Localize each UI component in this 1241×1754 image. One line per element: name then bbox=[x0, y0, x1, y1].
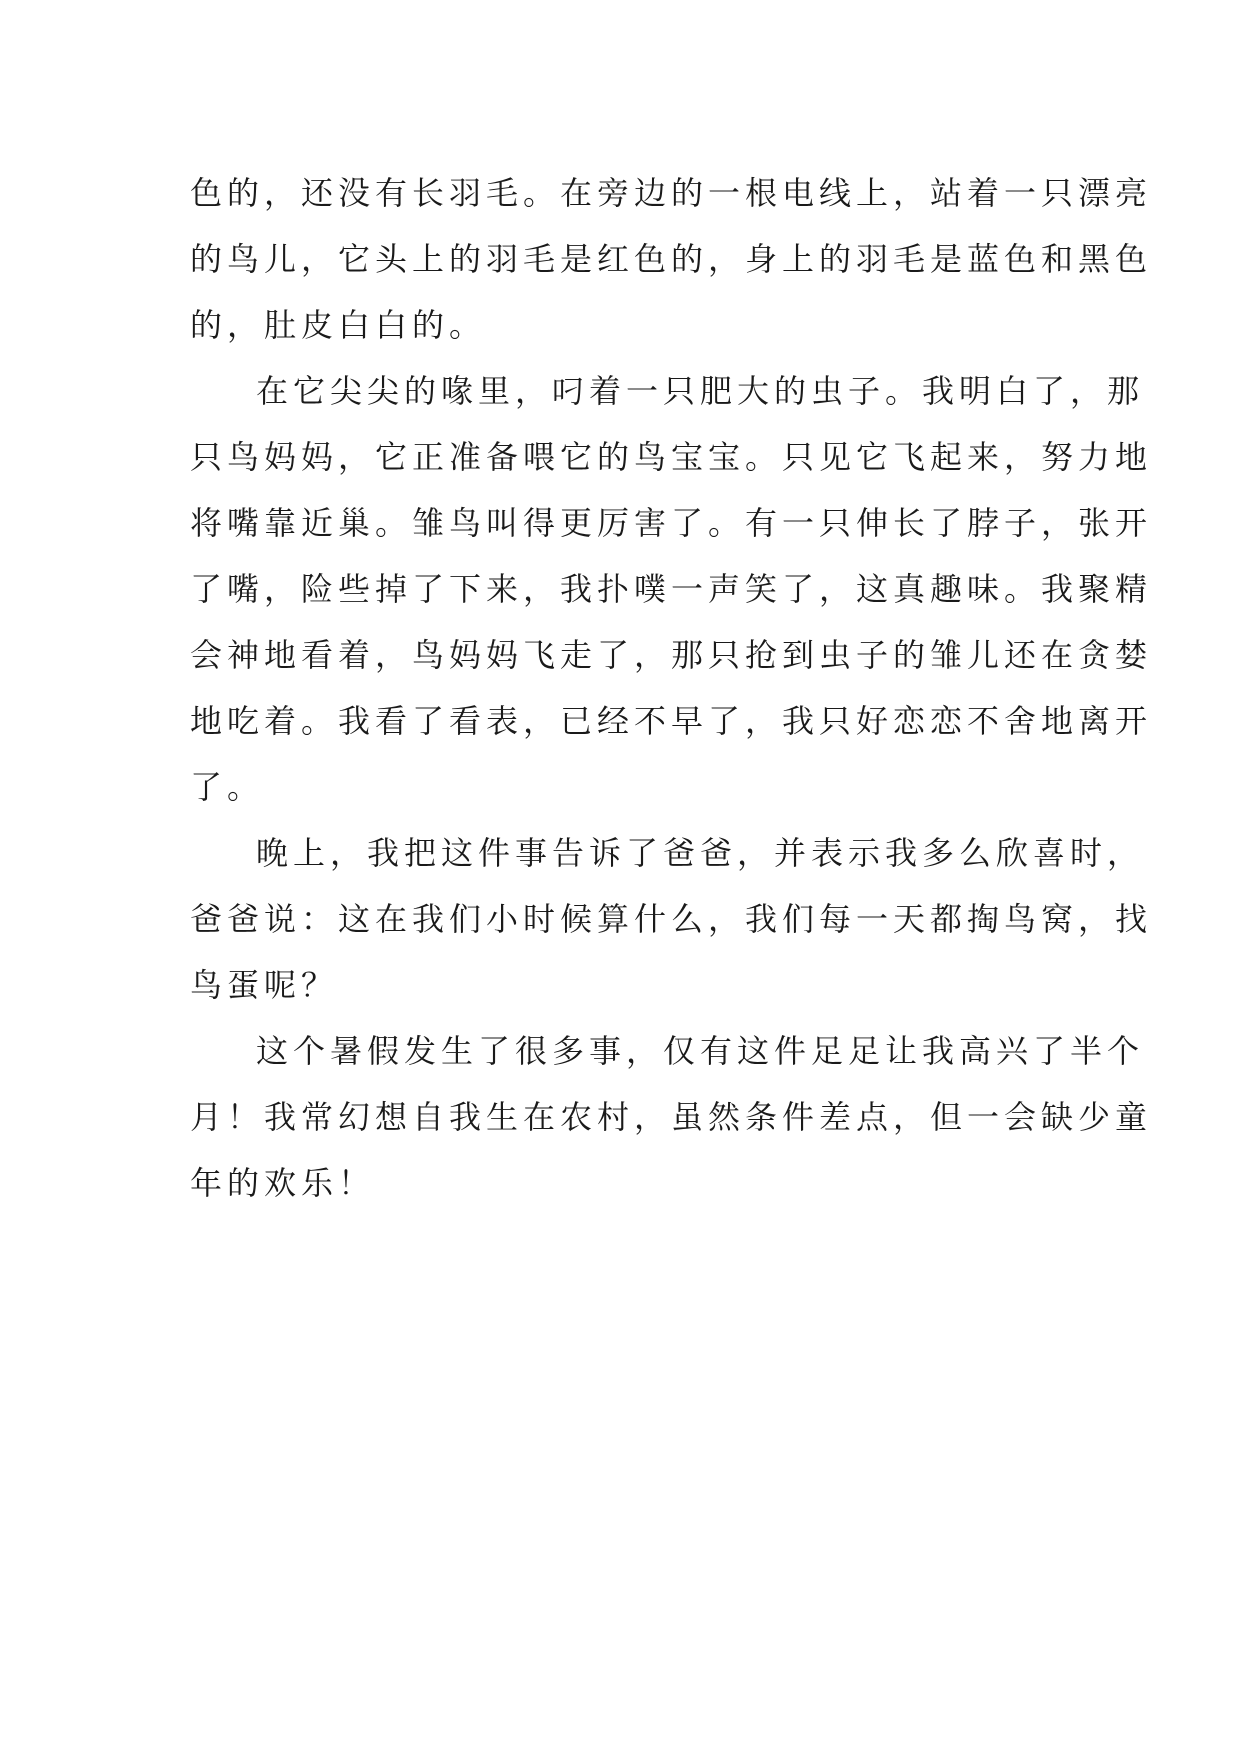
text-line: 只鸟妈妈，它正准备喂它的鸟宝宝。只见它飞起来，努力地 bbox=[190, 438, 1153, 476]
text-line: 会神地看着，鸟妈妈飞走了，那只抢到虫子的雏儿还在贪婪 bbox=[190, 636, 1153, 674]
document-body bbox=[190, 160, 1153, 1216]
text-line: 将嘴靠近巢。雏鸟叫得更厉害了。有一只伸长了脖子，张开 bbox=[190, 504, 1153, 542]
text-line: 的，肚皮白白的。 bbox=[190, 306, 487, 344]
text-line: 月！我常幻想自我生在农村，虽然条件差点，但一会缺少童 bbox=[190, 1098, 1153, 1136]
text-line: 在它尖尖的喙里，叼着一只肥大的虫子。我明白了，那 bbox=[256, 372, 1145, 410]
text-line: 了嘴，险些掉了下来，我扑噗一声笑了，这真趣味。我聚精 bbox=[190, 570, 1153, 608]
text-line: 晚上，我把这件事告诉了爸爸，并表示我多么欣喜时， bbox=[256, 834, 1145, 872]
text-line: 鸟蛋呢？ bbox=[190, 966, 339, 1004]
text-line: 爸爸说：这在我们小时候算什么，我们每一天都掏鸟窝，找 bbox=[190, 900, 1153, 938]
text-line: 的鸟儿，它头上的羽毛是红色的，身上的羽毛是蓝色和黑色 bbox=[190, 240, 1153, 278]
text-line: 地吃着。我看了看表，已经不早了，我只好恋恋不舍地离开 bbox=[190, 702, 1153, 740]
text-line: 这个暑假发生了很多事，仅有这件足足让我高兴了半个 bbox=[256, 1032, 1145, 1070]
text-line: 年的欢乐！ bbox=[190, 1164, 376, 1202]
text-line: 了。 bbox=[190, 768, 265, 806]
text-line: 色的，还没有长羽毛。在旁边的一根电线上，站着一只漂亮 bbox=[190, 174, 1153, 212]
